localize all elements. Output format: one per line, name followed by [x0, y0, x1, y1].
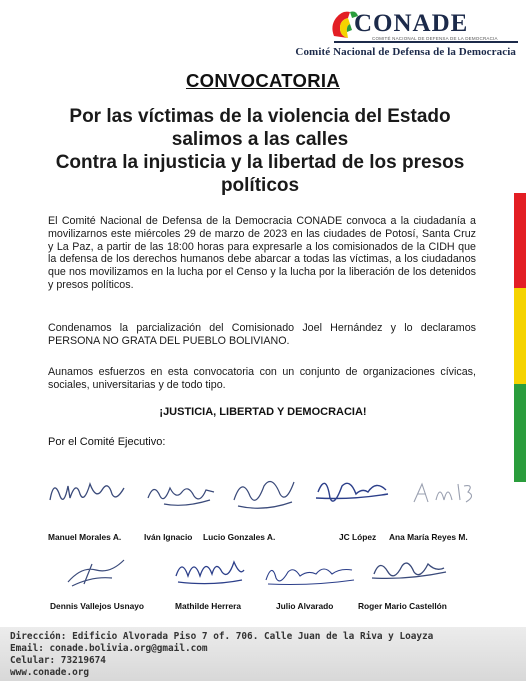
signature-manuel-morales: [46, 470, 130, 514]
signature-ivan-ignacio: [144, 470, 220, 514]
letterhead: [0, 0, 526, 62]
logo-wordmark: CONADE: [354, 10, 469, 37]
signature-mathilde-herrera: [172, 550, 248, 590]
signature-roger-castellon: [368, 550, 448, 590]
signed-by-label: Por el Comité Ejecutivo:: [48, 436, 166, 448]
signatory-name: Ana María Reyes M.: [389, 532, 468, 542]
signature-dennis-vallejos: [62, 552, 132, 592]
signatory-name: Lucio Gonzales A.: [203, 532, 276, 542]
footer: [0, 627, 526, 681]
footer-website[interactable]: www.conade.org: [10, 667, 90, 678]
paragraph-condemnation: Condenamos la parcialización del Comisionado Joel Hernández y lo declaramos PERSONA NO GRATA DEL PUEBLO BOLIVIANO.: [48, 322, 476, 347]
paragraph-call-to-action: El Comité Nacional de Defensa de la Democracia CONADE convoca a la ciudadanía a movilizarnos este miércoles 29 de marzo de 2023 en las ciudades de Potosí, Santa Cruz y La Paz, a partir de las 18:00 horas para expresarle a los comisionados de la CIDH que la defensa de los derechos humanos debe abarcar a todas las víctimas, a los ciudadanos que nos movilizamos en la lucha por el Censo y la lucha por la liberación de los detenidos y presos políticos.: [48, 215, 476, 291]
headline: [40, 105, 480, 197]
signature-jc-lopez: [312, 468, 392, 512]
header-rule: [334, 41, 518, 43]
signature-julio-alvarado: [262, 552, 358, 590]
slogan: ¡JUSTICIA, LIBERTAD Y DEMOCRACIA!: [159, 406, 367, 418]
signatory-name: Iván Ignacio: [144, 532, 193, 542]
logo-subtext: COMITÉ NACIONAL DE DEFENSA DE LA DEMOCRACIA: [372, 36, 498, 41]
paragraph-alliance: Aunamos esfuerzos en esta convocatoria con un conjunto de organizaciones cívicas, sociales, universitarias y de todo tipo.: [48, 366, 476, 391]
headline-line: Contra la injusticia y la libertad de los presos: [55, 152, 465, 173]
footer-address: Dirección: Edificio Alvorada Piso 7 of. 706. Calle Juan de la Riva y Loayza: [10, 631, 434, 642]
signatory-name: JC López: [339, 532, 377, 542]
signature-ana-maria-reyes: [408, 472, 480, 512]
signatory-name: Roger Mario Castellón: [358, 601, 447, 611]
document-title: CONVOCATORIA: [185, 70, 340, 91]
headline-line: salimos a las calles: [171, 129, 349, 150]
footer-email[interactable]: Email: conade.bolivia.org@gmail.com: [10, 643, 208, 654]
committee-name: Comité Nacional de Defensa de la Democracia: [295, 46, 516, 58]
flag-stripe-yellow: [514, 288, 526, 384]
signatory-name: Julio Alvarado: [276, 601, 334, 611]
headline-line: Por las víctimas de la violencia del Estado: [69, 106, 451, 127]
flag-stripe-red: [514, 193, 526, 288]
footer-phone: Celular: 73219674: [10, 655, 106, 666]
flag-stripe-green: [514, 384, 526, 482]
signature-lucio-gonzales: [228, 466, 300, 516]
signatory-name: Manuel Morales A.: [48, 532, 122, 542]
headline-line: políticos: [220, 175, 300, 196]
signatory-name: Dennis Vallejos Usnayo: [50, 601, 145, 611]
signatory-name: Mathilde Herrera: [175, 601, 242, 611]
